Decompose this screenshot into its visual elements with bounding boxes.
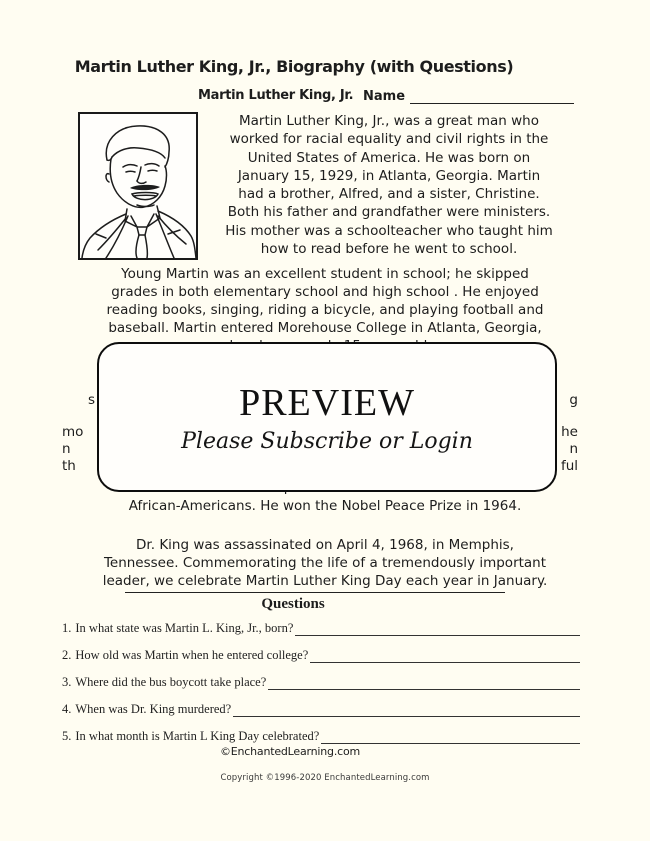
obscured-text-fragment-right: he — [561, 424, 578, 440]
answer-blank-line — [321, 730, 580, 744]
question-text: In what state was Martin L. King, Jr., born? — [75, 621, 294, 635]
preview-title: PREVIEW — [239, 381, 415, 424]
name-field-row — [363, 89, 574, 104]
bio-p4-line: Dr. King was assassinated on April 4, 1968, in Memphis, — [136, 537, 514, 553]
questions-divider-line — [125, 592, 505, 593]
bio-p2-line: baseball. Martin entered Morehouse College in Atlanta, Georgia, — [108, 320, 542, 336]
preview-overlay — [97, 342, 557, 492]
bio-p2-line: Young Martin was an excellent student in school; he skipped — [121, 266, 529, 282]
question-number: 5. — [62, 729, 72, 743]
bio-p1-line: January 15, 1929, in Atlanta, Georgia. Martin — [237, 167, 541, 184]
obscured-text-fragment-left: s — [88, 392, 96, 408]
mlk-line-drawing-icon — [80, 114, 196, 258]
obscured-text-fragment-right: n — [569, 441, 578, 457]
bio-p1-line: worked for racial equality and civil rights in the — [229, 131, 549, 148]
bio-p2-line: grades in both elementary school and high school . He enjoyed — [111, 284, 539, 300]
worksheet-subtitle: Martin Luther King, Jr. — [198, 88, 354, 103]
bio-p3-last-line: African-Americans. He won the Nobel Peace Prize in 1964. — [128, 498, 522, 514]
answer-blank-line — [295, 622, 580, 636]
bio-p4-line: Tennessee. Commemorating the life of a tremendously important — [103, 555, 547, 571]
name-label: Name — [363, 89, 406, 104]
bio-p4-line: leader, we celebrate Martin Luther King Day each year in January. — [102, 573, 548, 589]
question-row-5 — [62, 728, 580, 744]
answer-blank-line — [310, 649, 580, 663]
subscribe-or-login-prompt[interactable]: Please Subscribe or Login — [181, 428, 473, 454]
bio-p1-line: Both his father and grandfather were ministers. — [227, 204, 551, 221]
question-text: In what month is Martin L King Day celebrated? — [75, 729, 320, 743]
question-number: 2. — [62, 648, 72, 662]
answer-blank-line — [268, 676, 580, 690]
question-text: How old was Martin when he entered college? — [75, 648, 309, 662]
bio-p1-line: how to read before he went to school. — [260, 241, 518, 258]
bio-p2-line: reading books, singing, riding a bicycle, and playing football and — [106, 302, 544, 318]
question-row-1 — [62, 620, 580, 636]
obscured-text-fragment-right: ful — [560, 458, 578, 474]
bio-paragraph-1 — [203, 112, 575, 258]
obscured-text-fragment-left: mo — [62, 424, 84, 440]
copyright-notice: Copyright ©1996-2020 EnchantedLearning.com — [220, 773, 430, 783]
question-row-4 — [62, 701, 580, 717]
bio-p1-line: His mother was a schoolteacher who taught him — [225, 222, 553, 239]
page-title: Martin Luther King, Jr., Biography (with Questions) — [74, 57, 514, 76]
question-text: Where did the bus boycott take place? — [75, 675, 267, 689]
question-row-3 — [62, 674, 580, 690]
obscured-text-fragment-right: g — [569, 392, 578, 408]
question-number: 4. — [62, 702, 72, 716]
obscured-text-fragment-left: th — [62, 458, 76, 474]
question-row-2 — [62, 647, 580, 663]
obscured-text-fragment-left: n — [62, 441, 71, 457]
bio-p1-line: Martin Luther King, Jr., was a great man who — [239, 113, 539, 129]
bio-paragraph-4 — [35, 536, 615, 590]
question-text: When was Dr. King murdered? — [75, 702, 232, 716]
bio-p1-line: had a brother, Alfred, and a sister, Christine. — [238, 186, 540, 203]
question-number: 3. — [62, 675, 72, 689]
question-number: 1. — [62, 621, 72, 635]
site-credit: ©EnchantedLearning.com — [219, 745, 361, 758]
name-blank-line — [410, 91, 574, 104]
questions-heading: Questions — [261, 596, 325, 612]
answer-blank-line — [233, 703, 580, 717]
bio-p1-line: United States of America. He was born on — [247, 149, 531, 166]
mlk-portrait-image — [78, 112, 198, 260]
